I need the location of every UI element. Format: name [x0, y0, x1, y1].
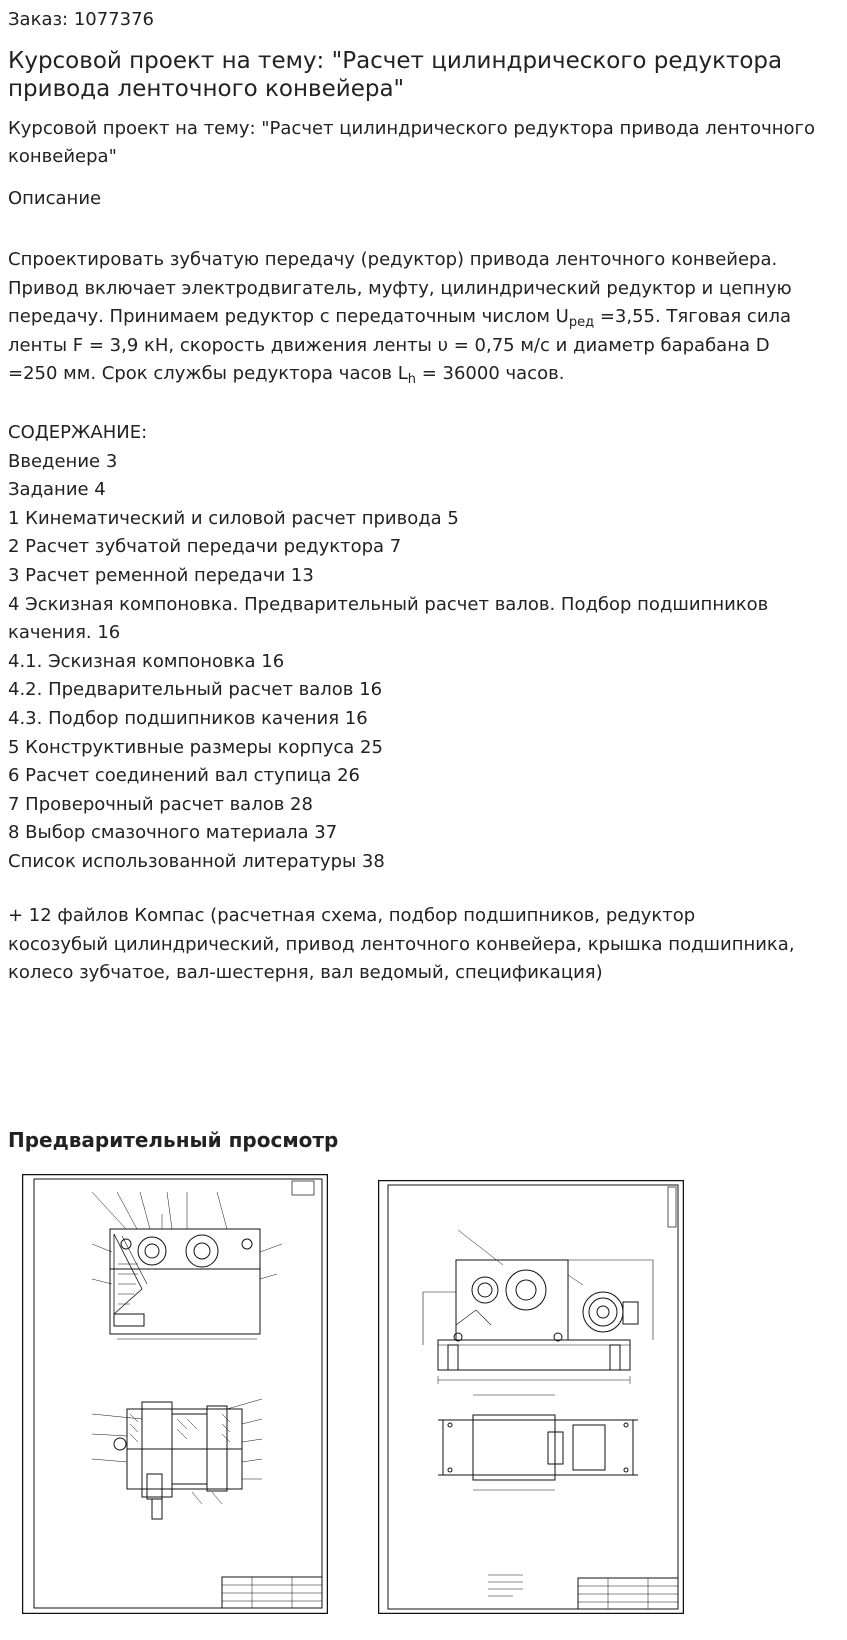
- description-line: ленты F = 3,9 кН, скорость движения ленты υ = 0,75 м/с и диаметр барабана D: [8, 334, 770, 356]
- files-line: + 12 файлов Компас (расчетная схема, подбор подшипников, редуктор: [8, 905, 696, 926]
- toc-item: 4 Эскизная компоновка. Предварительный расчет валов. Подбор подшипников: [8, 593, 769, 615]
- files-line: косозубый цилиндрический, привод ленточного конвейера, крышка подшипника,: [8, 933, 795, 955]
- page-subtitle: Курсовой проект на тему: "Расчет цилиндрического редуктора привода ленточного конвейера": [8, 118, 816, 167]
- toc-item: 1 Кинематический и силовой расчет привода 5: [8, 507, 459, 529]
- reducer-drawing-thumbnail[interactable]: [22, 1174, 328, 1614]
- toc-item: качения. 16: [8, 622, 121, 644]
- toc-item: 6 Расчет соединений вал ступица 26: [8, 765, 361, 787]
- page-title: Курсовой проект на тему: "Расчет цилиндрического редуктора привода ленточного конвейера": [8, 48, 783, 102]
- description-line: =250 мм. Срок службы редуктора часов $L_h = 36000$ часов.: [8, 363, 565, 388]
- toc-item: 4.3. Подбор подшипников качения 16: [8, 707, 368, 729]
- toc-item: 8 Выбор смазочного материала 37: [8, 822, 338, 844]
- toc-item: 7 Проверочный расчет валов 28: [8, 793, 313, 815]
- description-text: [8, 246, 847, 389]
- preview-heading: Предварительный просмотр: [8, 1128, 339, 1152]
- reducer-drawing-image: [22, 1174, 328, 1614]
- toc-heading: СОДЕРЖАНИЕ:: [8, 422, 148, 443]
- files-line: колесо зубчатое, вал-шестерня, вал ведомый, спецификация): [8, 962, 603, 984]
- description-heading: Описание: [8, 188, 102, 209]
- table-of-contents: [8, 419, 838, 877]
- order-number: Заказ: 1077376: [8, 9, 154, 30]
- toc-item: Список использованной литературы 38: [8, 850, 385, 872]
- toc-item: 2 Расчет зубчатой передачи редуктора 7: [8, 536, 402, 558]
- conveyor-drive-drawing-image: [378, 1180, 684, 1614]
- toc-item: 4.1. Эскизная компоновка 16: [8, 650, 285, 672]
- toc-item: 4.2. Предварительный расчет валов 16: [8, 679, 383, 701]
- toc-item: Введение 3: [8, 450, 118, 472]
- attached-files-text: [8, 902, 847, 988]
- description-line: Привод включает электродвигатель, муфту, цилиндрический редуктор и цепную: [8, 277, 792, 299]
- toc-item: Задание 4: [8, 479, 106, 501]
- description-line: передачу. Принимаем редуктор с передаточным числом $U_{ред} =3,55$. Тяговая сила: [8, 306, 792, 331]
- conveyor-drive-drawing-thumbnail[interactable]: [378, 1180, 684, 1614]
- description-line: Спроектировать зубчатую передачу (редуктор) привода ленточного конвейера.: [8, 249, 778, 270]
- toc-item: 3 Расчет ременной передачи 13: [8, 564, 314, 586]
- toc-item: 5 Конструктивные размеры корпуса 25: [8, 736, 383, 758]
